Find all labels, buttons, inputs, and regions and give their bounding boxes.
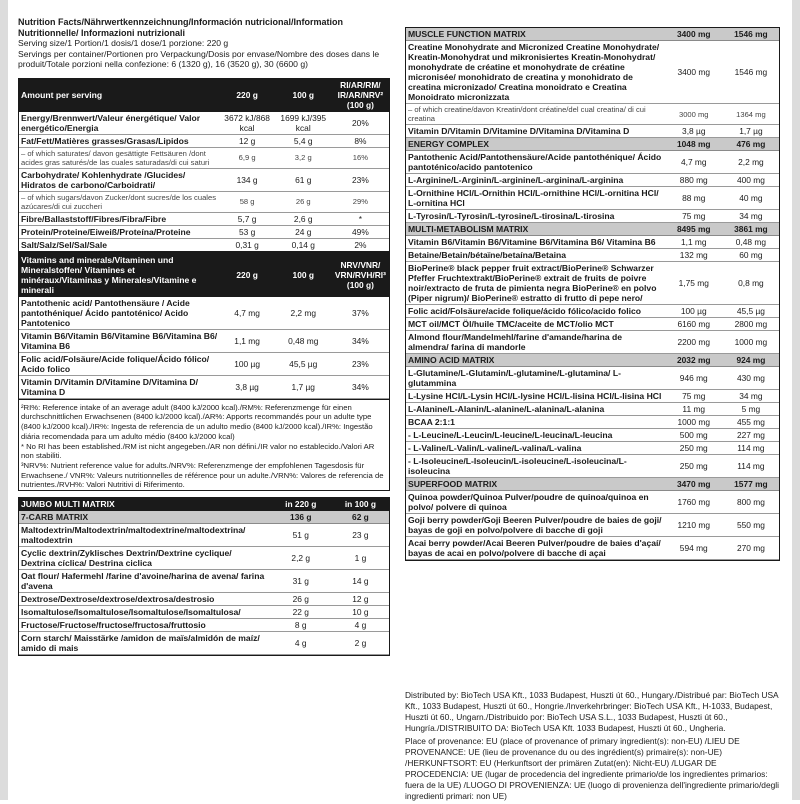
- value-100g: 550 mg: [723, 514, 779, 537]
- matrix-row: [19, 606, 389, 619]
- value-220g: 1,1 mg: [665, 236, 723, 249]
- nutrition-row: [19, 147, 389, 168]
- value-220g: 26 g: [270, 593, 332, 606]
- value-220g: 1210 mg: [665, 514, 723, 537]
- value-220g: 250 mg: [665, 455, 723, 478]
- matrix-header-row: [19, 498, 389, 511]
- value-220g: 100 µg: [220, 352, 275, 375]
- background-strip-left: [0, 0, 8, 800]
- value-220g: 2200 mg: [665, 331, 723, 354]
- matrix-row: [406, 236, 779, 249]
- value-100g: 0,48 mg: [723, 236, 779, 249]
- group-value-100g: 1577 mg: [723, 478, 779, 491]
- footnote-no-ri: * No RI has been established./RM ist nicht angegeben./AR non défini./IR valor no establecido./Valori AR non stabiliti.: [21, 441, 375, 461]
- value-ri: *: [332, 212, 389, 225]
- group-value-220g: 2032 mg: [665, 354, 723, 367]
- jumbo-multi-matrix-table: [18, 497, 390, 656]
- value-100g: 45,5 µg: [275, 352, 332, 375]
- vitamin-row: [19, 375, 389, 398]
- ingredient-label: Creatine Monohydrate and Micronized Creatine Monohydrate/ Kreatin-Monohydrat und mikronisiertes Kreatin-Monohydrat/ monohydrate de créatine et monohydrate de créatine micronisée/ monohidrato de creatina y monohidrato de creatina micronizado/ Creatina monoidrato e Creatina Monoidrato micronizzata: [406, 41, 665, 104]
- value-220g: 1000 mg: [665, 416, 723, 429]
- value-100g: 2 g: [332, 632, 389, 655]
- value-100g: 23 g: [332, 524, 389, 547]
- footnotes: [19, 399, 389, 490]
- nutrient-label: Salt/Salz/Sel/Sal/Sale: [19, 238, 220, 252]
- value-ri: 29%: [332, 191, 389, 212]
- matrix-row: [406, 305, 779, 318]
- vitamin-label: Pantothenic acid/ Pantothensäure / Acide pantothénique/ Ácido pantoténico/ Acido Pantotenico: [19, 296, 220, 329]
- matrix-row: [19, 570, 389, 593]
- nutrition-facts-table: [18, 78, 390, 491]
- value-100g: 5,4 g: [275, 134, 332, 147]
- ingredient-label: L-Glutamine/L-Glutamin/L-glutamine/L-glutamina/ L-glutammina: [406, 367, 665, 390]
- ingredient-label: BioPerine® black pepper fruit extract/BioPerine® Schwarzer Pfeffer Fruchtextrakt/BioPerine® extrait de fruits de poivre noir/extracto de fruta de pimienta negra BioPerine® en polvo (Piper nigrum)/ BioPerine® estratto di frutto di pepe nero/: [406, 262, 665, 305]
- value-220g: 4,7 mg: [665, 151, 723, 174]
- ingredient-label: Maltodextrin/Maltodextrin/maltodextrine/maltodextrina/ maltodextrin: [19, 524, 270, 547]
- vitamin-row: [19, 329, 389, 352]
- value-100g: 1364 mg: [723, 104, 779, 125]
- value-220g: 3,8 µg: [665, 125, 723, 138]
- matrix-row: [19, 547, 389, 570]
- background-strip-right: [792, 0, 800, 800]
- nutrition-facts-title: Nutrition Facts/Nährwertkennzeichnung/Información nutricional/Information Nutritionnelle/ Informazioni nutrizionali: [18, 17, 344, 38]
- ingredient-label: Fructose/Fructose/fructose/fructosa/fruttosio: [19, 619, 270, 632]
- vitamin-row: [19, 296, 389, 329]
- nutrition-row: [19, 168, 389, 191]
- ingredient-label: Vitamin D/Vitamin D/Vitamine D/Vitamina D/Vitamina D: [406, 125, 665, 138]
- per-220g-header: 220 g: [220, 79, 275, 112]
- group-value-100g: 924 mg: [723, 354, 779, 367]
- value-100g: 2,2 mg: [275, 296, 332, 329]
- nutrient-label: Fibre/Ballaststoff/Fibres/Fibra/Fibre: [19, 212, 220, 225]
- matrix-row: [406, 125, 779, 138]
- value-220g: 31 g: [270, 570, 332, 593]
- value-100g: 26 g: [275, 191, 332, 212]
- value-220g: 946 mg: [665, 367, 723, 390]
- value-220g: 75 mg: [665, 390, 723, 403]
- value-100g: 40 mg: [723, 187, 779, 210]
- ingredient-label: L-Arginine/L-Arginin/L-arginine/L-arginina/L-arginina: [406, 174, 665, 187]
- value-220g: 100 µg: [665, 305, 723, 318]
- value-100g: 1,7 µg: [723, 125, 779, 138]
- value-220g: 0,31 g: [220, 238, 275, 252]
- value-100g: 1000 mg: [723, 331, 779, 354]
- value-100g: 61 g: [275, 168, 332, 191]
- group-value-100g: 3861 mg: [723, 223, 779, 236]
- value-220g: 3672 kJ/868 kcal: [220, 111, 275, 134]
- ingredient-label: L-Tyrosin/L-Tyrosin/L-tyrosine/L-tirosina/L-tirosina: [406, 210, 665, 223]
- footnote-ri: ²RI%: Reference intake of an average adult (8400 kJ/2000 kcal)./RM%: Referenzmenge für einen durchschnittlichen Erwachsenen (8400 kJ/2000 kcal)./AR%: Apports recommandés pour un adulte type (8400 kJ/2000 kcal)./IR%: Ingesta de referencia de un adulto medio (8400 kJ/2000 kcal)./IR%: Ingestão diária recomendada para um adulto médio (8400 kJ/2000 kcal): [21, 402, 373, 441]
- footnote-nrv: ³NRV%: Nutrient reference value for adults./NRV%: Referenzmenge der empfohlenen Tagesdosis für Erwachsene./ VNR%: Valeurs nutritionnelles de référence pour un adulte./VRN%: Valores de referencia de nutrientes./RVH%: Valori Nutritivi di Riferimento.: [21, 461, 384, 490]
- group-220g: 136 g: [270, 511, 332, 524]
- matrix-group-row: [406, 354, 779, 367]
- matrix-row: [19, 593, 389, 606]
- ingredient-label: MCT oil/MCT Öl/huile TMC/aceite de MCT/olio MCT: [406, 318, 665, 331]
- value-100g: 1546 mg: [723, 41, 779, 104]
- value-100g: 1,7 µg: [275, 375, 332, 398]
- value-100g: 455 mg: [723, 416, 779, 429]
- left-column: [18, 0, 390, 656]
- value-220g: 88 mg: [665, 187, 723, 210]
- ingredient-label: BCAA 2:1:1: [406, 416, 665, 429]
- value-100g: 400 mg: [723, 174, 779, 187]
- value-100g: 114 mg: [723, 455, 779, 478]
- nutrition-row: [19, 111, 389, 134]
- matrix-row: [406, 390, 779, 403]
- value-100g: 60 mg: [723, 249, 779, 262]
- matrix-row: [406, 262, 779, 305]
- value-100g: 45,5 µg: [723, 305, 779, 318]
- matrix-row: [406, 455, 779, 478]
- value-ri: 16%: [332, 147, 389, 168]
- value-220g: 5,7 g: [220, 212, 275, 225]
- ingredient-label: Goji berry powder/Goji Beeren Pulver/poudre de baies de goji/ bayas de goji en polvo/polvere di bacche di goji: [406, 514, 665, 537]
- nutrition-header-row: [19, 79, 389, 112]
- value-220g: 250 mg: [665, 442, 723, 455]
- value-220g: 1760 mg: [665, 491, 723, 514]
- group-value-220g: 8495 mg: [665, 223, 723, 236]
- ingredient-label: L-Lysine HCl/L-Lysin HCl/L-lysine HCl/L-lisina HCl/L-lisina HCl: [406, 390, 665, 403]
- matrix-row: [406, 187, 779, 210]
- value-220g: 53 g: [220, 225, 275, 238]
- ingredient-label: Cyclic dextrin/Zyklisches Dextrin/Dextrine cyclique/ Dextrina cíclica/ Destrina ciclica: [19, 547, 270, 570]
- value-100g: 12 g: [332, 593, 389, 606]
- serving-size: Serving size/1 Portion/1 dosis/1 dose/1 porzione: 220 g: [18, 38, 229, 48]
- matrix-row: [406, 174, 779, 187]
- value-220g: 134 g: [220, 168, 275, 191]
- matrix-group-row: [19, 511, 389, 524]
- value-ri: 2%: [332, 238, 389, 252]
- matrix-group-row: [406, 28, 779, 41]
- nutrient-label: Carbohydrate/ Kohlenhydrate /Glucides/ Hidratos de carbono/Carboidrati/: [19, 168, 220, 191]
- value-100g: 14 g: [332, 570, 389, 593]
- ri-header: RI/AR/RM/ IR/AR/NRV² (100 g): [332, 79, 389, 112]
- matrix-row: [406, 331, 779, 354]
- per-220g-header: 220 g: [220, 252, 275, 296]
- ingredient-label: Folic acid/Folsäure/acide folique/ácido fólico/acido folico: [406, 305, 665, 318]
- value-220g: 51 g: [270, 524, 332, 547]
- matrix-row: [406, 249, 779, 262]
- vitamins-header-row: [19, 252, 389, 296]
- group-name: SUPERFOOD MATRIX: [406, 478, 665, 491]
- value-220g: 594 mg: [665, 537, 723, 560]
- value-100g: 34 mg: [723, 210, 779, 223]
- group-value-100g: 1546 mg: [723, 28, 779, 41]
- matrix-row: [19, 524, 389, 547]
- nutrition-row: [19, 225, 389, 238]
- value-220g: 4,7 mg: [220, 296, 275, 329]
- value-100g: 1 g: [332, 547, 389, 570]
- nutrition-row: [19, 134, 389, 147]
- ingredient-label: - L-Valine/L-Valin/L-valine/L-valina/L-valina: [406, 442, 665, 455]
- matrix-group-row: [406, 138, 779, 151]
- ingredient-label: Quinoa powder/Quinoa Pulver/poudre de quinoa/quinoa en polvo/ polvere di quinoa: [406, 491, 665, 514]
- value-100g: 800 mg: [723, 491, 779, 514]
- value-100g: 10 g: [332, 606, 389, 619]
- ingredient-label: Oat flour/ Hafermehl /farine d'avoine/harina de avena/ farina d'avena: [19, 570, 270, 593]
- matrix-row: [406, 491, 779, 514]
- value-220g: 8 g: [270, 619, 332, 632]
- group-name: ENERGY COMPLEX: [406, 138, 665, 151]
- value-100g: 2800 mg: [723, 318, 779, 331]
- value-220g: 22 g: [270, 606, 332, 619]
- ingredient-matrix-table: [405, 27, 780, 561]
- value-ri: 23%: [332, 168, 389, 191]
- matrix-row: [406, 367, 779, 390]
- value-100g: 2,6 g: [275, 212, 332, 225]
- value-220g: 880 mg: [665, 174, 723, 187]
- nutrition-row: [19, 191, 389, 212]
- nutrient-label: – of which sugars/davon Zucker/dont sucres/de los cuales azúcares/di cui zuccheri: [19, 191, 220, 212]
- nutrient-label: Fat/Fett/Matières grasses/Grasas/Lipidos: [19, 134, 220, 147]
- matrix-row: [406, 429, 779, 442]
- nrv-header: NRV/VNR/ VRN/RVH/RI³ (100 g): [332, 252, 389, 296]
- ingredient-label: - L-Leucine/L-Leucin/L-leucine/L-leucina/L-leucina: [406, 429, 665, 442]
- matrix-row: [406, 514, 779, 537]
- value-220g: 6160 mg: [665, 318, 723, 331]
- value-220g: 132 mg: [665, 249, 723, 262]
- ingredient-label: Acai berry powder/Acai Beeren Pulver/poudre de baies d'açaí/ bayas de acai en polvo/polvere di bacche di açai: [406, 537, 665, 560]
- label-intro: [18, 17, 390, 70]
- value-220g: 500 mg: [665, 429, 723, 442]
- value-100g: 34 mg: [723, 390, 779, 403]
- value-220g: 4 g: [270, 632, 332, 655]
- value-100g: 0,48 mg: [275, 329, 332, 352]
- matrix-row: [406, 442, 779, 455]
- ingredient-label: Isomaltulose/Isomaltulose/Isomaltulose/Isomaltulosa/: [19, 606, 270, 619]
- matrix-row: [406, 403, 779, 416]
- per-100g-header: 100 g: [275, 252, 332, 296]
- value-100g: 3,2 g: [275, 147, 332, 168]
- nutrition-row: [19, 212, 389, 225]
- ingredient-label: L-Ornithine HCl/L-Ornithin HCl/L-ornithine HCl/L-ornitina HCl/ L-ornitina HCl: [406, 187, 665, 210]
- matrix-row: [406, 537, 779, 560]
- value-100g: 0,8 mg: [723, 262, 779, 305]
- group-value-220g: 3470 mg: [665, 478, 723, 491]
- matrix-row: [19, 632, 389, 655]
- matrix-row: [406, 210, 779, 223]
- in-220g-header: in 220 g: [270, 498, 332, 511]
- distributor-info: [405, 690, 780, 804]
- ingredient-label: Pantothenic Acid/Pantothensäure/Acide pantothénique/ Ácido pantoténico/acido pantotenico: [406, 151, 665, 174]
- distributor-text: Distributed by: BioTech USA Kft., 1033 Budapest, Huszti út 60., Hungary./Distribué par: BioTech USA Kft., 1033 Budapest, Huszti út 60., Hongrie./Inverkehrbringer: BioTech USA Kft., H-1033, Budapest, Huszti út 60., Ungarn./Distribuido por: BioTech USA S.L., 1033 Budapest, Huszti út 60., Hungría./DISTRIBUITO DA: BioTech USA Kft. 1033 Budapest, Huszti út 60., Ungheria.: [405, 690, 779, 733]
- value-220g: 3400 mg: [665, 41, 723, 104]
- value-100g: 5 mg: [723, 403, 779, 416]
- provenance-text: Place of provenance: EU (place of provenance of primary ingredient(s): non-EU) /LIEU DE PROVENANCE: UE (lieu de provenance du ou des ingrédient(s) primaire(s): non-UE) /HERKUNFTSORT: EU (Herkunftsort der primären Zutat(en): Nicht-EU) /LUGAR DE PROCEDENCIA: UE (lugar de procedencia del ingrediente primario/de los ingredientes primarios: fuera de la UE) /LUOGO DI PROVENIENZA: UE (luogo di provenienza dell'ingrediente primario/degli ingredienti primari: non UE): [405, 736, 779, 801]
- value-100g: 270 mg: [723, 537, 779, 560]
- value-220g: 3,8 µg: [220, 375, 275, 398]
- group-name: MUSCLE FUNCTION MATRIX: [406, 28, 665, 41]
- group-name: AMINO ACID MATRIX: [406, 354, 665, 367]
- value-100g: 430 mg: [723, 367, 779, 390]
- per-100g-header: 100 g: [275, 79, 332, 112]
- matrix-row: [406, 151, 779, 174]
- vitamins-minerals-header: Vitamins and minerals/Vitaminen und Mineralstoffen/ Vitamines et minéraux/Vitaminas y Minerales/Vitamine e minerali: [19, 252, 220, 296]
- group-value-220g: 3400 mg: [665, 28, 723, 41]
- ingredient-label: – of which creatine/davon Kreatin/dont créatine/del cual creatina/ di cui creatina: [406, 104, 665, 125]
- right-column: [405, 0, 780, 801]
- group-name: MULTI-METABOLISM MATRIX: [406, 223, 665, 236]
- nutrient-label: Protein/Proteine/Eiweiß/Proteína/Proteine: [19, 225, 220, 238]
- value-100g: 2,2 mg: [723, 151, 779, 174]
- in-100g-header: in 100 g: [332, 498, 389, 511]
- value-ri: 8%: [332, 134, 389, 147]
- vitamin-row: [19, 352, 389, 375]
- group-100g: 62 g: [332, 511, 389, 524]
- ingredient-label: Betaine/Betain/bétaïne/betaína/Betaina: [406, 249, 665, 262]
- matrix-row: [406, 41, 779, 104]
- value-220g: 58 g: [220, 191, 275, 212]
- servings-per-container: Servings per container/Portionen pro Verpackung/Dosis por envase/Nombre des doses dans le produit/Totale porzioni nella confezione: 6 (1320 g), 16 (3520 g), 30 (6600 g): [18, 48, 380, 70]
- value-220g: 12 g: [220, 134, 275, 147]
- value-nrv: 23%: [332, 352, 389, 375]
- value-220g: 1,1 mg: [220, 329, 275, 352]
- vitamin-label: Vitamin B6/Vitamin B6/Vitamine B6/Vitamina B6/ Vitamina B6: [19, 329, 220, 352]
- vitamin-label: Vitamin D/Vitamin D/Vitamine D/Vitamina D/ Vitamina D: [19, 375, 220, 398]
- value-220g: 6,9 g: [220, 147, 275, 168]
- vitamin-label: Folic acid/Folsäure/Acide folique/Ácido fólico/ Acido folico: [19, 352, 220, 375]
- value-220g: 75 mg: [665, 210, 723, 223]
- nutrient-label: Energy/Brennwert/Valeur énergétique/ Valor energético/Energia: [19, 111, 220, 134]
- ingredient-label: - L-Isoleucine/L-Isoleucin/L-isoleucine/L-isoleucina/L-isoleucina: [406, 455, 665, 478]
- value-220g: 1,75 mg: [665, 262, 723, 305]
- nutrient-label: – of which saturates/ davon gesättigte Fettsäuren /dont acides gras saturés/de las cuales saturadas/di cui saturi: [19, 147, 220, 168]
- ingredient-label: L-Alanine/L-Alanin/L-alanine/L-alanina/L-alanina: [406, 403, 665, 416]
- matrix-row: [406, 104, 779, 125]
- matrix-row: [19, 619, 389, 632]
- value-220g: 11 mg: [665, 403, 723, 416]
- jumbo-multi-matrix-header: JUMBO MULTI MATRIX: [19, 498, 270, 511]
- matrix-row: [406, 416, 779, 429]
- value-nrv: 37%: [332, 296, 389, 329]
- matrix-row: [406, 318, 779, 331]
- ingredient-label: Almond flour/Mandelmehl/farine d'amande/harina de almendra/ farina di mandorle: [406, 331, 665, 354]
- value-100g: 1699 kJ/395 kcal: [275, 111, 332, 134]
- group-value-100g: 476 mg: [723, 138, 779, 151]
- matrix-group-row: [406, 478, 779, 491]
- value-100g: 227 mg: [723, 429, 779, 442]
- ingredient-label: Corn starch/ Maisstärke /amidon de maïs/almidón de maíz/ amido di mais: [19, 632, 270, 655]
- value-220g: 2,2 g: [270, 547, 332, 570]
- amount-per-serving-header: Amount per serving: [19, 79, 220, 112]
- nutrition-row: [19, 238, 389, 252]
- group-name: 7-CARB MATRIX: [19, 511, 270, 524]
- ingredient-label: Dextrose/Dextrose/dextrose/dextrosa/destrosio: [19, 593, 270, 606]
- value-220g: 3000 mg: [665, 104, 723, 125]
- matrix-group-row: [406, 223, 779, 236]
- value-100g: 24 g: [275, 225, 332, 238]
- value-nrv: 34%: [332, 329, 389, 352]
- value-ri: 49%: [332, 225, 389, 238]
- value-100g: 114 mg: [723, 442, 779, 455]
- value-ri: 20%: [332, 111, 389, 134]
- value-100g: 4 g: [332, 619, 389, 632]
- ingredient-label: Vitamin B6/Vitamin B6/Vitamine B6/Vitamina B6/ Vitamina B6: [406, 236, 665, 249]
- group-value-220g: 1048 mg: [665, 138, 723, 151]
- value-nrv: 34%: [332, 375, 389, 398]
- value-100g: 0,14 g: [275, 238, 332, 252]
